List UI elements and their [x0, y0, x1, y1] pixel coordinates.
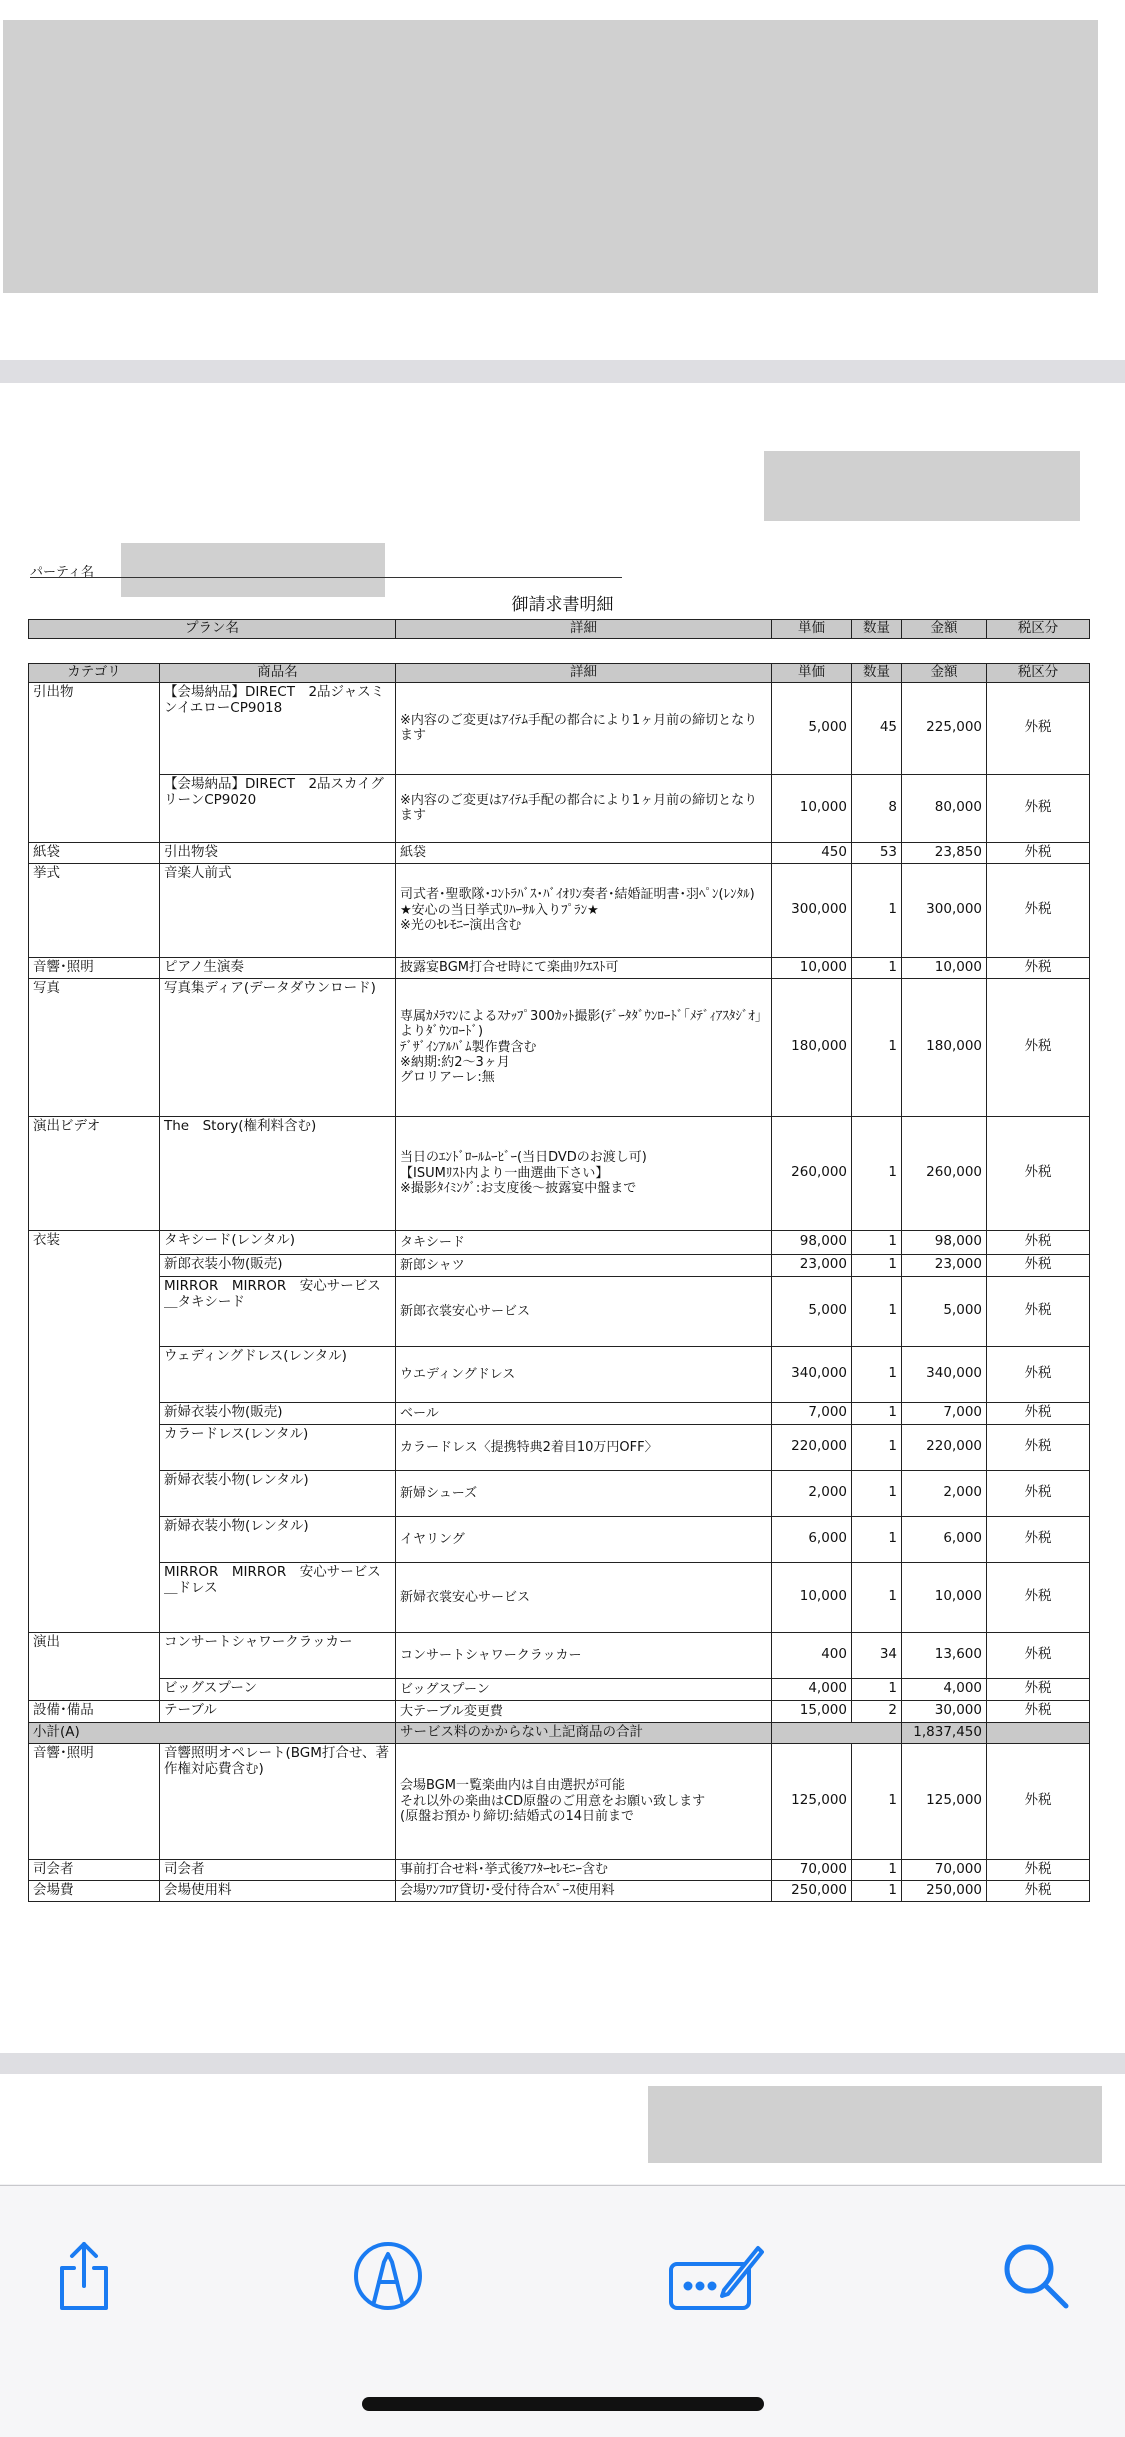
unit-price-cell: 10,000 — [772, 774, 852, 842]
unit-price-cell: 450 — [772, 842, 852, 863]
table-row — [29, 978, 1090, 1116]
quantity-cell: 1 — [852, 1562, 902, 1632]
amount-cell: 125,000 — [902, 1743, 987, 1859]
item-name-cell: 【会場納品】DIRECT 2品スカイグリーンCP9020 — [160, 774, 396, 842]
next-page — [0, 2074, 1125, 2184]
search-button[interactable] — [996, 2236, 1076, 2316]
amount-cell: 340,000 — [902, 1346, 987, 1402]
quantity-cell: 45 — [852, 682, 902, 774]
item-name-cell: 新婦衣装小物(レンタル) — [160, 1470, 396, 1516]
tax-type-cell: 外税 — [987, 1700, 1090, 1722]
amount-cell: 23,000 — [902, 1254, 987, 1276]
subtotal-row — [29, 1722, 1090, 1743]
invoice-items-body — [29, 664, 1090, 1902]
quantity-cell: 1 — [852, 1516, 902, 1562]
item-name-cell: 新婦衣装小物(レンタル) — [160, 1516, 396, 1562]
unit-price-cell: 4,000 — [772, 1678, 852, 1700]
header-cell: 金額 — [902, 664, 987, 683]
amount-cell: 98,000 — [902, 1230, 987, 1254]
share-icon — [52, 2240, 116, 2312]
amount-cell: 225,000 — [902, 682, 987, 774]
amount-cell: 250,000 — [902, 1880, 987, 1901]
unit-price-cell: 340,000 — [772, 1346, 852, 1402]
document-title: 御請求書明細 — [511, 595, 614, 615]
quantity-cell: 1 — [852, 978, 902, 1116]
amount-cell: 10,000 — [902, 957, 987, 978]
detail-cell: 会場BGM一覧楽曲内は自由選択が可能 それ以外の楽曲はCD原盤のご用意をお願い致します (原盤お預かり締切:結婚式の14日前まで — [396, 1743, 772, 1859]
table-row — [29, 1276, 1090, 1346]
quantity-cell: 1 — [852, 1859, 902, 1880]
table-row — [29, 1424, 1090, 1470]
table-row — [29, 1743, 1090, 1859]
quantity-cell: 2 — [852, 1700, 902, 1722]
party-name-underline — [30, 577, 622, 578]
tax-type-cell: 外税 — [987, 957, 1090, 978]
subtotal-label: 小計(A) — [29, 1722, 396, 1743]
unit-price-cell: 125,000 — [772, 1743, 852, 1859]
quantity-cell: 1 — [852, 1470, 902, 1516]
detail-cell: 大テーブル変更費 — [396, 1700, 772, 1722]
tax-type-cell: 外税 — [987, 1859, 1090, 1880]
table-row — [29, 1880, 1090, 1901]
item-name-cell: 引出物袋 — [160, 842, 396, 863]
table-row — [29, 957, 1090, 978]
detail-cell: 新郎衣裳安心サービス — [396, 1276, 772, 1346]
tax-type-cell: 外税 — [987, 1424, 1090, 1470]
detail-cell: 披露宴BGM打合せ時にて楽曲ﾘｸｴｽﾄ可 — [396, 957, 772, 978]
empty-cell — [772, 1722, 902, 1743]
redacted-block — [764, 451, 1080, 521]
header-cell: 単価 — [772, 620, 852, 639]
category-cell: 演出ビデオ — [29, 1116, 160, 1230]
unit-price-cell: 5,000 — [772, 1276, 852, 1346]
quantity-cell: 1 — [852, 1743, 902, 1859]
table-row — [29, 1402, 1090, 1424]
detail-cell: 新婦衣裳安心サービス — [396, 1562, 772, 1632]
tax-type-cell: 外税 — [987, 1402, 1090, 1424]
item-name-cell: タキシード(レンタル) — [160, 1230, 396, 1254]
item-name-cell: 司会者 — [160, 1859, 396, 1880]
detail-cell: コンサートシャワークラッカー — [396, 1632, 772, 1678]
amount-cell: 4,000 — [902, 1678, 987, 1700]
item-name-cell: 新郎衣装小物(販売) — [160, 1254, 396, 1276]
detail-cell: 新婦シューズ — [396, 1470, 772, 1516]
header-cell: 単価 — [772, 664, 852, 683]
item-name-cell: ウェディングドレス(レンタル) — [160, 1346, 396, 1402]
category-cell: 演出 — [29, 1632, 160, 1700]
amount-cell: 10,000 — [902, 1562, 987, 1632]
unit-price-cell: 6,000 — [772, 1516, 852, 1562]
item-name-cell: 音響照明オペレート(BGM打合せ、著作権対応費含む) — [160, 1743, 396, 1859]
party-name-label: パーティ名 — [30, 565, 94, 580]
amount-cell: 13,600 — [902, 1632, 987, 1678]
category-cell: 写真 — [29, 978, 160, 1116]
category-cell: 挙式 — [29, 863, 160, 957]
markup-icon — [352, 2240, 424, 2312]
detail-cell: ※内容のご変更はｱｲﾃﾑ手配の都合により1ヶ月前の締切となります — [396, 774, 772, 842]
amount-cell: 260,000 — [902, 1116, 987, 1230]
quantity-cell: 8 — [852, 774, 902, 842]
table-row — [29, 1346, 1090, 1402]
quantity-cell: 34 — [852, 1632, 902, 1678]
detail-cell: ※内容のご変更はｱｲﾃﾑ手配の都合により1ヶ月前の締切となります — [396, 682, 772, 774]
unit-price-cell: 180,000 — [772, 978, 852, 1116]
tax-type-cell: 外税 — [987, 1562, 1090, 1632]
header-cell: 税区分 — [987, 664, 1090, 683]
detail-cell: ベール — [396, 1402, 772, 1424]
tax-type-cell: 外税 — [987, 842, 1090, 863]
header-cell: 詳細 — [396, 664, 772, 683]
header-cell: 詳細 — [396, 620, 772, 639]
redacted-block — [648, 2086, 1102, 2163]
home-indicator[interactable] — [362, 2397, 764, 2411]
redacted-block — [3, 20, 1098, 293]
amount-cell: 80,000 — [902, 774, 987, 842]
category-cell: 司会者 — [29, 1859, 160, 1880]
detail-cell: イヤリング — [396, 1516, 772, 1562]
tax-type-cell: 外税 — [987, 1632, 1090, 1678]
subtotal-detail: サービス料のかからない上記商品の合計 — [396, 1722, 772, 1743]
redacted-party-name — [121, 543, 385, 597]
table-header-row — [29, 664, 1090, 683]
table-row — [29, 1678, 1090, 1700]
detail-cell: カラードレス〈提携特典2着目10万円OFF〉 — [396, 1424, 772, 1470]
plan-header-row — [29, 620, 1090, 639]
subtotal-amount: 1,837,450 — [902, 1722, 987, 1743]
amount-cell: 6,000 — [902, 1516, 987, 1562]
table-row — [29, 1116, 1090, 1230]
detail-cell: 新郎シャツ — [396, 1254, 772, 1276]
page-divider — [0, 360, 1125, 383]
tax-type-cell: 外税 — [987, 1470, 1090, 1516]
tax-type-cell: 外税 — [987, 682, 1090, 774]
table-row — [29, 1516, 1090, 1562]
unit-price-cell: 250,000 — [772, 1880, 852, 1901]
quantity-cell: 1 — [852, 1276, 902, 1346]
unit-price-cell: 400 — [772, 1632, 852, 1678]
item-name-cell: ピアノ生演奏 — [160, 957, 396, 978]
header-cell: 金額 — [902, 620, 987, 639]
header-cell: 商品名 — [160, 664, 396, 683]
unit-price-cell: 10,000 — [772, 957, 852, 978]
item-name-cell: カラードレス(レンタル) — [160, 1424, 396, 1470]
header-cell: 税区分 — [987, 620, 1090, 639]
quantity-cell: 1 — [852, 1424, 902, 1470]
table-row — [29, 682, 1090, 774]
quantity-cell: 1 — [852, 1880, 902, 1901]
unit-price-cell: 300,000 — [772, 863, 852, 957]
amount-cell: 2,000 — [902, 1470, 987, 1516]
unit-price-cell: 260,000 — [772, 1116, 852, 1230]
unit-price-cell: 98,000 — [772, 1230, 852, 1254]
tax-type-cell: 外税 — [987, 1743, 1090, 1859]
quantity-cell: 1 — [852, 957, 902, 978]
tax-type-cell: 外税 — [987, 1678, 1090, 1700]
tax-type-cell: 外税 — [987, 1254, 1090, 1276]
unit-price-cell: 15,000 — [772, 1700, 852, 1722]
quantity-cell: 1 — [852, 1230, 902, 1254]
quantity-cell: 1 — [852, 1402, 902, 1424]
tax-type-cell: 外税 — [987, 1516, 1090, 1562]
empty-cell — [987, 1722, 1090, 1743]
tax-type-cell: 外税 — [987, 1116, 1090, 1230]
header-cell: プラン名 — [29, 620, 396, 639]
amount-cell: 300,000 — [902, 863, 987, 957]
item-name-cell: 写真集ディア(データダウンロード) — [160, 978, 396, 1116]
page-divider — [0, 2053, 1125, 2074]
detail-cell: 紙袋 — [396, 842, 772, 863]
quantity-cell: 1 — [852, 1116, 902, 1230]
table-row — [29, 1230, 1090, 1254]
plan-table — [28, 619, 1090, 639]
tax-type-cell: 外税 — [987, 774, 1090, 842]
header-cell: 数量 — [852, 620, 902, 639]
detail-cell: タキシード — [396, 1230, 772, 1254]
previous-page — [0, 0, 1125, 360]
item-name-cell: 会場使用料 — [160, 1880, 396, 1901]
category-cell: 設備･備品 — [29, 1700, 160, 1722]
table-row — [29, 1859, 1090, 1880]
category-cell: 会場費 — [29, 1880, 160, 1901]
table-row — [29, 1470, 1090, 1516]
table-row — [29, 774, 1090, 842]
table-row — [29, 842, 1090, 863]
tax-type-cell: 外税 — [987, 1230, 1090, 1254]
category-cell: 紙袋 — [29, 842, 160, 863]
unit-price-cell: 2,000 — [772, 1470, 852, 1516]
category-cell: 引出物 — [29, 682, 160, 842]
category-cell: 音響･照明 — [29, 1743, 160, 1859]
unit-price-cell: 10,000 — [772, 1562, 852, 1632]
tax-type-cell: 外税 — [987, 978, 1090, 1116]
amount-cell: 70,000 — [902, 1859, 987, 1880]
item-name-cell: MIRROR MIRROR 安心サービス＿タキシード — [160, 1276, 396, 1346]
markup-button[interactable] — [348, 2236, 428, 2316]
item-name-cell: 【会場納品】DIRECT 2品ジャスミンイエローCP9018 — [160, 682, 396, 774]
amount-cell: 7,000 — [902, 1402, 987, 1424]
item-name-cell: MIRROR MIRROR 安心サービス＿ドレス — [160, 1562, 396, 1632]
detail-cell: 専属ｶﾒﾗﾏﾝによるｽﾅｯﾌﾟ300ｶｯﾄ撮影(ﾃﾞｰﾀﾀﾞｳﾝﾛｰﾄﾞ｢ﾒﾃﾞｨｱｽﾀｼﾞｵ｣よりﾀﾞｳﾝﾛｰﾄﾞ) ﾃﾞｻﾞｲﾝｱﾙﾊﾞﾑ製作費含む ※納期:約2～3ヶ月 グロリアーレ:無 — [396, 978, 772, 1116]
amount-cell: 5,000 — [902, 1276, 987, 1346]
category-cell: 音響･照明 — [29, 957, 160, 978]
detail-cell: ビッグスプーン — [396, 1678, 772, 1700]
quantity-cell: 1 — [852, 1678, 902, 1700]
detail-cell: 司式者･聖歌隊･ｺﾝﾄﾗﾊﾞｽ･ﾊﾞｲｵﾘﾝ奏者･結婚証明書･羽ﾍﾟﾝ(ﾚﾝﾀﾙ) ★安心の当日挙式ﾘﾊｰｻﾙ入りﾌﾟﾗﾝ★ ※光のｾﾚﾓﾆｰ演出含む — [396, 863, 772, 957]
unit-price-cell: 220,000 — [772, 1424, 852, 1470]
category-cell: 衣装 — [29, 1230, 160, 1632]
item-name-cell: The Story(権利料含む) — [160, 1116, 396, 1230]
table-row — [29, 1254, 1090, 1276]
detail-cell: 会場ﾜﾝﾌﾛｱ貸切･受付待合ｽﾍﾟｰｽ使用料 — [396, 1880, 772, 1901]
amount-cell: 30,000 — [902, 1700, 987, 1722]
table-row — [29, 1632, 1090, 1678]
search-icon — [1000, 2240, 1072, 2312]
share-button[interactable] — [44, 2236, 124, 2316]
tax-type-cell: 外税 — [987, 863, 1090, 957]
tax-type-cell: 外税 — [987, 1276, 1090, 1346]
quantity-cell: 53 — [852, 842, 902, 863]
detail-cell: 事前打合せ料･挙式後ｱﾌﾀｰｾﾚﾓﾆｰ含む — [396, 1859, 772, 1880]
detail-cell: ウエディングドレス — [396, 1346, 772, 1402]
amount-cell: 23,850 — [902, 842, 987, 863]
signature-icon — [668, 2240, 764, 2312]
item-name-cell: コンサートシャワークラッカー — [160, 1632, 396, 1678]
unit-price-cell: 70,000 — [772, 1859, 852, 1880]
tax-type-cell: 外税 — [987, 1880, 1090, 1901]
table-row — [29, 1700, 1090, 1722]
item-name-cell: 音楽人前式 — [160, 863, 396, 957]
header-cell: カテゴリ — [29, 664, 160, 683]
unit-price-cell: 5,000 — [772, 682, 852, 774]
amount-cell: 220,000 — [902, 1424, 987, 1470]
item-name-cell: ビッグスプーン — [160, 1678, 396, 1700]
quantity-cell: 1 — [852, 1346, 902, 1402]
unit-price-cell: 7,000 — [772, 1402, 852, 1424]
invoice-items-table — [28, 663, 1090, 1902]
detail-cell: 当日のｴﾝﾄﾞﾛｰﾙﾑｰﾋﾞｰ(当日DVDのお渡し可) 【ISUMﾘｽﾄ内より一曲選曲下さい】 ※撮影ﾀｲﾐﾝｸﾞ:お支度後～披露宴中盤まで — [396, 1116, 772, 1230]
quantity-cell: 1 — [852, 863, 902, 957]
item-name-cell: 新婦衣装小物(販売) — [160, 1402, 396, 1424]
invoice-page — [0, 383, 1125, 2053]
header-cell: 数量 — [852, 664, 902, 683]
quantity-cell: 1 — [852, 1254, 902, 1276]
tax-type-cell: 外税 — [987, 1346, 1090, 1402]
amount-cell: 180,000 — [902, 978, 987, 1116]
signature-button[interactable] — [666, 2236, 766, 2316]
table-row — [29, 1562, 1090, 1632]
unit-price-cell: 23,000 — [772, 1254, 852, 1276]
table-row — [29, 863, 1090, 957]
item-name-cell: テーブル — [160, 1700, 396, 1722]
